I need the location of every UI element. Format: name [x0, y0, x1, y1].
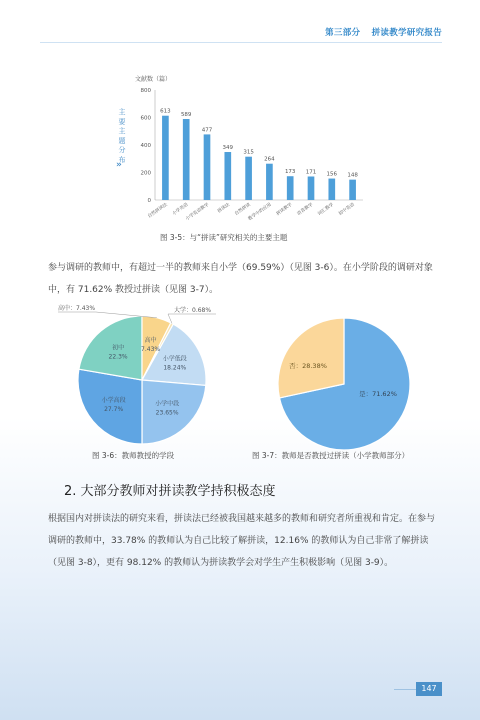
callout-high-school: 高中：7.43%: [58, 305, 96, 312]
x-tick-label: 自然拼读: [234, 202, 252, 217]
x-tick-label: 小学英语: [171, 202, 190, 217]
bar: [266, 164, 273, 200]
bar-value-label: 264: [264, 156, 275, 163]
callout-university: 大学：0.68%: [174, 307, 212, 314]
bar-value-label: 156: [326, 171, 338, 178]
paragraph-2: 根据国内对拼读法的研究来看，拼读法已经被我国越来越多的教师和研究者所重视和肯定。在参与调研的教师中，33.78% 的教师认为自己比较了解拼读，12.16% 的教师认为自己非常了解拼读（见图 3-8），更有 98.12% 的教师认为拼读教学会对学生产生积极影响（见图 3-9）。: [48, 514, 436, 568]
paragraph-1: 参与调研的教师中，有超过一半的教师来自小学（69.59%）（见图 3-6）。在小学阶段的调研对象中，有 71.62% 教授过拼读（见图 3-7）。: [48, 263, 433, 295]
bar: [183, 119, 190, 200]
x-tick-label: 拼读法: [217, 202, 231, 215]
y-tick-label: 800: [140, 88, 151, 94]
callout-line-high-school: [96, 312, 157, 318]
fig36-caption: 图 3-6：教师教授的学段: [92, 451, 175, 460]
slice-value-label: 是：71.62%: [359, 390, 397, 398]
x-tick-label: 词汇教学: [317, 202, 335, 217]
x-tick-label: 教学中的应用: [247, 202, 273, 223]
bar-value-label: 477: [201, 127, 213, 134]
slice-value-label: 22.3%: [108, 353, 128, 361]
bar-value-label: 148: [347, 172, 358, 179]
slice-value-label: 18.24%: [163, 364, 187, 372]
bar: [328, 179, 335, 200]
double-chevron-icon: »: [116, 160, 122, 170]
x-tick-label: 拼读教学: [275, 202, 294, 217]
bar: [224, 152, 231, 200]
page-number: 147: [416, 682, 442, 696]
slice-label: 初中: [112, 344, 125, 352]
bar-value-label: 589: [180, 112, 192, 119]
bar-value-label: 173: [284, 169, 296, 176]
pie-slice: [79, 316, 142, 380]
pie-slice: [278, 318, 344, 398]
bar: [162, 116, 169, 200]
header-title: 拼读教学研究报告: [371, 28, 442, 38]
slice-value-label: 否：28.38%: [289, 362, 327, 370]
bar-value-label: 613: [160, 108, 171, 115]
bar: [349, 180, 356, 200]
chart-side-label: 主要主题分布: [118, 108, 126, 164]
y-tick-label: 200: [140, 170, 151, 177]
y-tick-label: 0: [147, 198, 151, 204]
y-tick-label: 400: [140, 143, 151, 149]
pie-chart-school-stage: [56, 300, 236, 448]
x-tick-label: 小学英语教学: [185, 202, 211, 223]
x-tick-label: 语音教学: [296, 202, 315, 217]
pie-chart-taught-phonics: [262, 310, 432, 450]
page-header: [325, 26, 442, 38]
slice-label: 小学低段: [162, 355, 187, 363]
bar: [308, 176, 315, 200]
y-axis-label: 文献数（篇）: [135, 76, 172, 83]
bar: [287, 176, 294, 200]
bar-value-label: 171: [305, 169, 317, 176]
slice-label: 小学中段: [155, 400, 180, 408]
slice-value-label: 7.43%: [141, 345, 161, 353]
slice-value-label: 27.7%: [104, 405, 124, 413]
x-tick-label: 初中英语: [338, 202, 356, 217]
bar: [245, 157, 252, 200]
header-divider: [40, 42, 442, 43]
page-number-rule: [394, 689, 416, 690]
slice-label: 小学高段: [101, 396, 126, 404]
section-heading: 2. 大部分教师对拼读教学持积极态度: [64, 484, 276, 499]
header-part: 第三部分: [325, 28, 361, 38]
bar-value-label: 349: [222, 145, 234, 152]
bar-chart: [125, 72, 375, 232]
fig37-caption: 图 3-7：教师是否教授过拼读（小学教师部分）: [252, 451, 410, 460]
x-tick-label: 自然拼读法: [147, 202, 169, 220]
y-tick-label: 600: [140, 115, 151, 122]
fig35-caption: 图 3-5：与“拼读”研究相关的主要主题: [160, 233, 288, 242]
slice-label: 高中: [144, 336, 157, 344]
slice-value-label: 23.65%: [155, 409, 179, 417]
bar: [204, 134, 211, 200]
bar-value-label: 315: [243, 149, 254, 156]
